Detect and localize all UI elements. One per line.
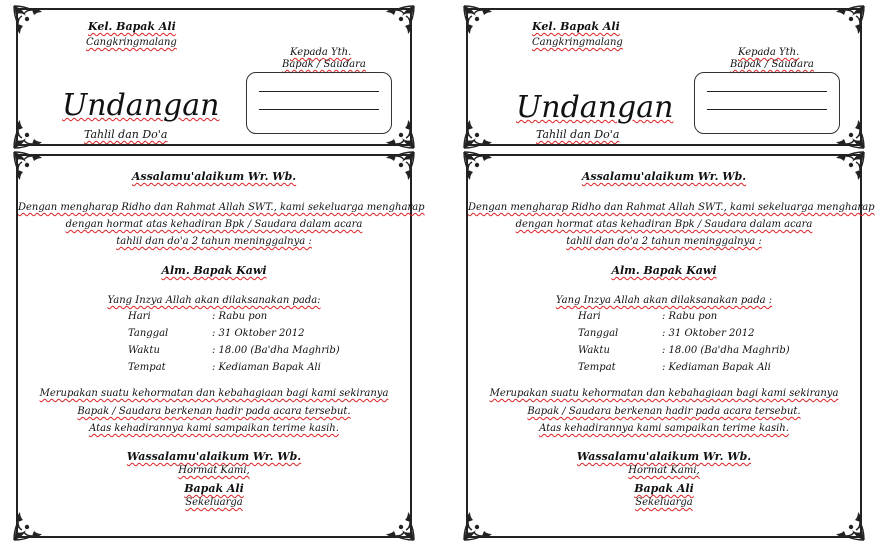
event-intro: Yang Inzya Allah akan dilaksanakan pada: (107, 295, 321, 306)
floral-corner-ornament (382, 508, 416, 542)
corner-ornament (12, 116, 46, 150)
corner-ornament (832, 508, 866, 542)
detail-label-time: Waktu (578, 345, 610, 356)
farewell: Wassalamu'alaikum Wr. Wb. (576, 450, 752, 463)
intro-line-1: Dengan mengharap Ridho dan Rahmat Allah SWT., kami sekeluarga mengharap (468, 202, 875, 213)
detail-label-date: Tanggal (128, 328, 169, 339)
invitation-title: Undangan (62, 88, 220, 123)
event-intro: Yang Inzya Allah akan dilaksanakan pada : (555, 295, 773, 306)
floral-corner-ornament (462, 116, 496, 150)
floral-corner-ornament (462, 508, 496, 542)
regards: Hormat Kami, (628, 465, 700, 476)
corner-ornament (382, 508, 416, 542)
host-role: Sekeluarga (635, 497, 693, 508)
address-line (707, 91, 827, 92)
invitation-subtitle: Tahlil dan Do'a (84, 128, 168, 141)
deceased-name: Alm. Bapak Kawi (611, 264, 717, 277)
floral-corner-ornament (12, 508, 46, 542)
floral-corner-ornament (382, 4, 416, 38)
corner-ornament (832, 4, 866, 38)
detail-label-time: Waktu (128, 345, 160, 356)
detail-value-day: : Rabu pon (212, 311, 268, 322)
invitation-title: Undangan (516, 90, 674, 125)
regards: Hormat Kami, (178, 465, 250, 476)
floral-corner-ornament (12, 4, 46, 38)
closing-line-2: Bapak / Saudara berkenan hadir pada acara tersebut. (527, 406, 801, 417)
detail-label-day: Hari (128, 311, 151, 322)
host-name: Bapak Ali (184, 482, 244, 495)
deceased-name: Alm. Bapak Kawi (161, 264, 267, 277)
sender-name: Kel. Bapak Ali (532, 20, 620, 33)
floral-corner-ornament (832, 508, 866, 542)
closing-line-2: Bapak / Saudara berkenan hadir pada acara tersebut. (77, 406, 351, 417)
detail-value-place: : Kediaman Bapak Ali (212, 362, 321, 373)
detail-label-place: Tempat (128, 362, 166, 373)
floral-corner-ornament (832, 4, 866, 38)
intro-line-2: dengan hormat atas kehadiran Bpk / Saudara dalam acara (65, 219, 363, 230)
farewell: Wassalamu'alaikum Wr. Wb. (126, 450, 302, 463)
host-role: Sekeluarga (185, 497, 243, 508)
detail-value-time: : 18.00 (Ba'dha Maghrib) (662, 345, 790, 356)
corner-ornament (462, 4, 496, 38)
address-line (259, 91, 379, 92)
letter-card-1 (16, 154, 425, 538)
detail-label-date: Tanggal (578, 328, 619, 339)
recipient-label: Kepada Yth. (290, 47, 352, 58)
detail-value-day: : Rabu pon (662, 311, 718, 322)
closing-line-1: Merupakan suatu kehormatan dan kebahagiaan bagi kami sekiranya (39, 388, 389, 399)
address-line (707, 109, 827, 110)
recipient-label: Kepada Yth. (738, 47, 800, 58)
detail-value-date: : 31 Oktober 2012 (212, 328, 305, 339)
corner-ornament (462, 508, 496, 542)
detail-label-day: Hari (578, 311, 601, 322)
address-box (246, 72, 392, 134)
envelope-card-2 (466, 8, 862, 146)
host-name: Bapak Ali (634, 482, 694, 495)
corner-ornament (462, 116, 496, 150)
sender-place: Cangkringmalang (86, 37, 177, 48)
letter-card-2 (466, 154, 875, 538)
detail-value-time: : 18.00 (Ba'dha Maghrib) (212, 345, 340, 356)
closing-line-1: Merupakan suatu kehormatan dan kebahagiaan bagi kami sekiranya (489, 388, 839, 399)
intro-line-2: dengan hormat atas kehadiran Bpk / Saudara dalam acara (515, 219, 813, 230)
corner-ornament (382, 4, 416, 38)
floral-corner-ornament (12, 116, 46, 150)
closing-line-3: Atas kehadirannya kami sampaikan terime kasih. (89, 423, 339, 434)
detail-value-place: : Kediaman Bapak Ali (662, 362, 771, 373)
intro-line-1: Dengan mengharap Ridho dan Rahmat Allah SWT., kami sekeluarga mengharap (18, 202, 425, 213)
detail-value-date: : 31 Oktober 2012 (662, 328, 755, 339)
corner-ornament (12, 4, 46, 38)
greeting: Assalamu'alaikum Wr. Wb. (131, 170, 297, 183)
floral-corner-ornament (462, 4, 496, 38)
sender-name: Kel. Bapak Ali (88, 20, 176, 33)
sender-place: Cangkringmalang (532, 37, 623, 48)
greeting: Assalamu'alaikum Wr. Wb. (581, 170, 747, 183)
envelope-card-1 (16, 8, 412, 146)
intro-line-3: tahlil dan do'a 2 tahun meninggalnya : (566, 236, 762, 247)
address-line (259, 109, 379, 110)
recipient-name: Bapak / Saudara (730, 59, 814, 70)
corner-ornament (12, 508, 46, 542)
closing-line-3: Atas kehadirannya kami sampaikan terime kasih. (539, 423, 789, 434)
invitation-subtitle: Tahlil dan Do'a (536, 128, 620, 141)
detail-label-place: Tempat (578, 362, 616, 373)
recipient-name: Bapak / Saudara (282, 59, 366, 70)
address-box (694, 72, 840, 134)
intro-line-3: tahlil dan do'a 2 tahun meninggalnya : (116, 236, 312, 247)
